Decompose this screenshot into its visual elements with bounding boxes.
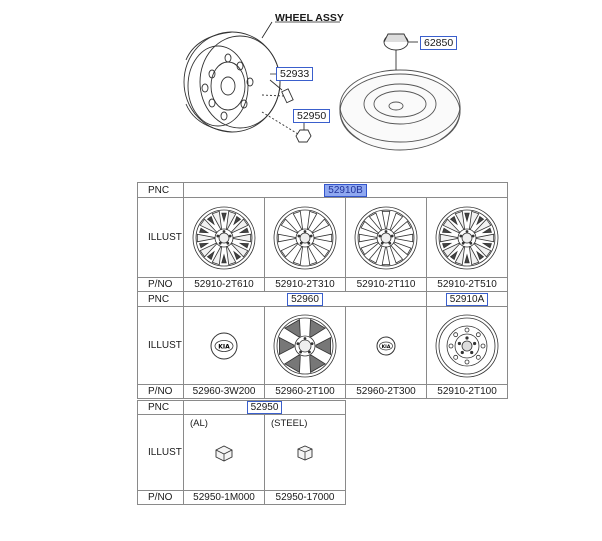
svg-text:KIA: KIA [218,343,230,350]
lug-nut-al-illust[interactable] [184,415,265,491]
pnc-label: PNC [138,183,184,198]
wheel-cover-illust[interactable] [265,307,346,385]
part-number[interactable]: 52910-2T100 [427,385,508,399]
callout-62850[interactable]: 62850 [420,36,457,50]
pnc-label: PNC [138,401,184,415]
pnc-52960[interactable]: 52960 [287,293,323,306]
steel-wheel-drawing [184,32,280,132]
alloy-wheel-icon [189,203,259,273]
part-number[interactable]: 52950-1M000 [184,491,265,505]
pno-label: P/NO [138,491,184,505]
material-note: (STEEL) [271,418,308,429]
alloy-wheel-illust-3[interactable] [346,198,427,278]
part-number[interactable]: 52910-2T510 [427,278,508,292]
alloy-wheel-illust-1[interactable] [184,198,265,278]
part-number[interactable]: 52910-2T110 [346,278,427,292]
callout-52950[interactable]: 52950 [293,109,330,123]
lug-nut-icon [211,442,237,464]
steel-wheel-icon [432,311,502,381]
wheel-cover-icon [270,311,340,381]
alloy-wheel-icon [270,203,340,273]
alloy-wheel-illust-4[interactable] [427,198,508,278]
center-cap-illust-2[interactable] [346,307,427,385]
part-number[interactable]: 52960-2T300 [346,385,427,399]
pnc-52910b[interactable]: 52910B [324,184,366,197]
alloy-wheel-icon [351,203,421,273]
alloy-wheel-illust-2[interactable] [265,198,346,278]
illust-label: ILLUST [138,307,184,385]
lug-nut-steel-illust[interactable] [265,415,346,491]
diagram-title: WHEEL ASSY [275,12,344,24]
callout-52933[interactable]: 52933 [276,67,313,81]
hub-cap-drawing [384,34,418,70]
pno-label: P/NO [138,385,184,399]
part-number[interactable]: 52960-3W200 [184,385,265,399]
svg-text:KIA: KIA [381,344,391,350]
pno-label: P/NO [138,278,184,292]
part-number[interactable]: 52910-2T310 [265,278,346,292]
wheel-assembly-diagram [0,0,602,180]
table-52950 [137,400,346,505]
illust-label: ILLUST [138,198,184,278]
pnc-52950[interactable]: 52950 [247,401,283,414]
lug-nut-icon [292,442,318,464]
pnc-label: PNC [138,292,184,307]
kia-center-cap-icon [204,326,244,366]
illust-label: ILLUST [138,415,184,491]
part-number[interactable]: 52950-17000 [265,491,346,505]
pnc-52910a[interactable]: 52910A [446,293,488,306]
center-cap-illust-1[interactable] [184,307,265,385]
alloy-wheel-icon [432,203,502,273]
table-52960 [137,291,508,399]
table-52910b [137,182,508,292]
kia-center-cap-icon [371,331,401,361]
steel-wheel-illust[interactable] [427,307,508,385]
part-number[interactable]: 52960-2T100 [265,385,346,399]
part-number[interactable]: 52910-2T610 [184,278,265,292]
material-note: (AL) [190,418,208,429]
spare-tire-drawing [340,70,460,150]
